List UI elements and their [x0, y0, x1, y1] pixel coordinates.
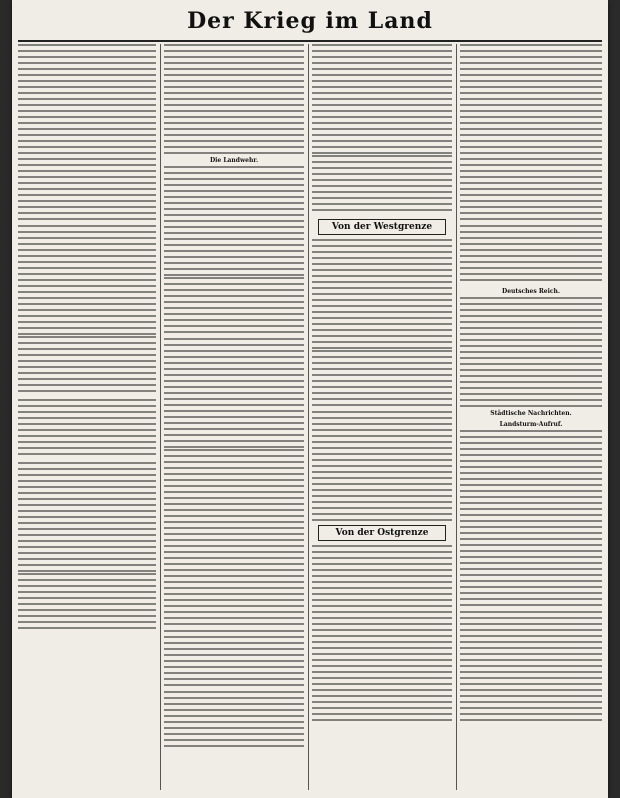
article-paragraph [164, 630, 304, 690]
article-heading: Städtische Nachrichten. [490, 410, 572, 417]
article-paragraph [460, 225, 602, 285]
column-2 [164, 44, 304, 790]
article-heading: Deutsches Reich. [501, 288, 561, 295]
headline: Der Krieg im Land [187, 8, 433, 34]
article-paragraph [18, 336, 156, 396]
article-paragraph [18, 462, 156, 572]
article-paragraph [164, 277, 304, 337]
article-paragraph [312, 411, 452, 521]
article-paragraph [312, 155, 452, 215]
article-paragraph [164, 338, 304, 448]
article-paragraph [460, 430, 602, 610]
article-paragraph [18, 44, 156, 224]
header-rule [18, 40, 602, 42]
article-paragraph [164, 449, 304, 629]
article-paragraph [312, 350, 452, 410]
article-paragraph [164, 691, 304, 751]
article-heading: Landsturm-Aufruf. [499, 421, 563, 428]
article-paragraph [18, 399, 156, 459]
masthead [12, 4, 608, 38]
article-paragraph [164, 166, 304, 276]
column-3 [312, 44, 452, 790]
column-4 [460, 44, 602, 790]
article-paragraph [312, 239, 452, 349]
column-divider [160, 44, 161, 790]
article-paragraph [18, 573, 156, 633]
newspaper-page [12, 0, 608, 798]
article-paragraph [460, 611, 602, 721]
column-divider [308, 44, 309, 790]
column-divider [456, 44, 457, 790]
article-paragraph [312, 44, 452, 154]
article-paragraph [164, 44, 304, 154]
article-paragraph [312, 545, 452, 725]
article-heading: Die Landwehr. [209, 157, 259, 164]
section-heading: Von der Ostgrenze [318, 525, 446, 541]
article-paragraph [18, 225, 156, 335]
section-heading: Von der Westgrenze [318, 219, 446, 235]
column-1 [18, 44, 156, 790]
article-paragraph [460, 297, 602, 407]
article-paragraph [460, 44, 602, 224]
